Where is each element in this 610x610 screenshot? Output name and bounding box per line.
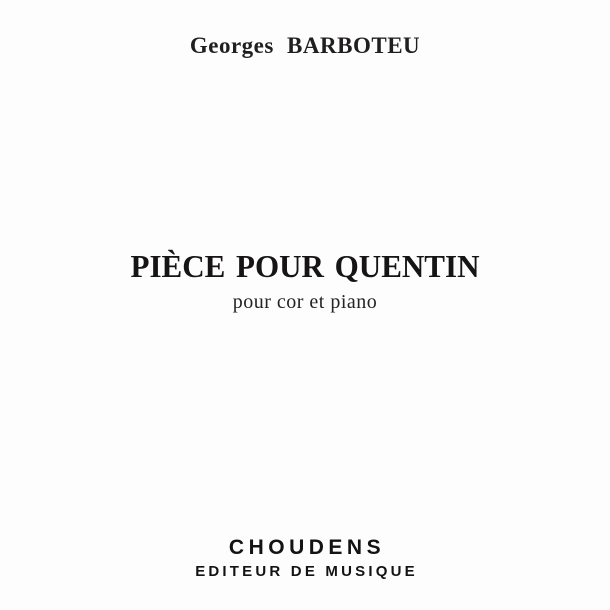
publisher-name: CHOUDENS	[228, 536, 386, 559]
instrumentation-subtitle: pour cor et piano	[232, 291, 378, 313]
publisher-tagline: EDITEUR DE MUSIQUE	[195, 563, 418, 580]
composer-name: Georges BARBOTEU	[189, 33, 421, 58]
publisher-logo	[0, 537, 610, 579]
work-title: PIÈCE POUR QUENTIN	[130, 248, 480, 284]
